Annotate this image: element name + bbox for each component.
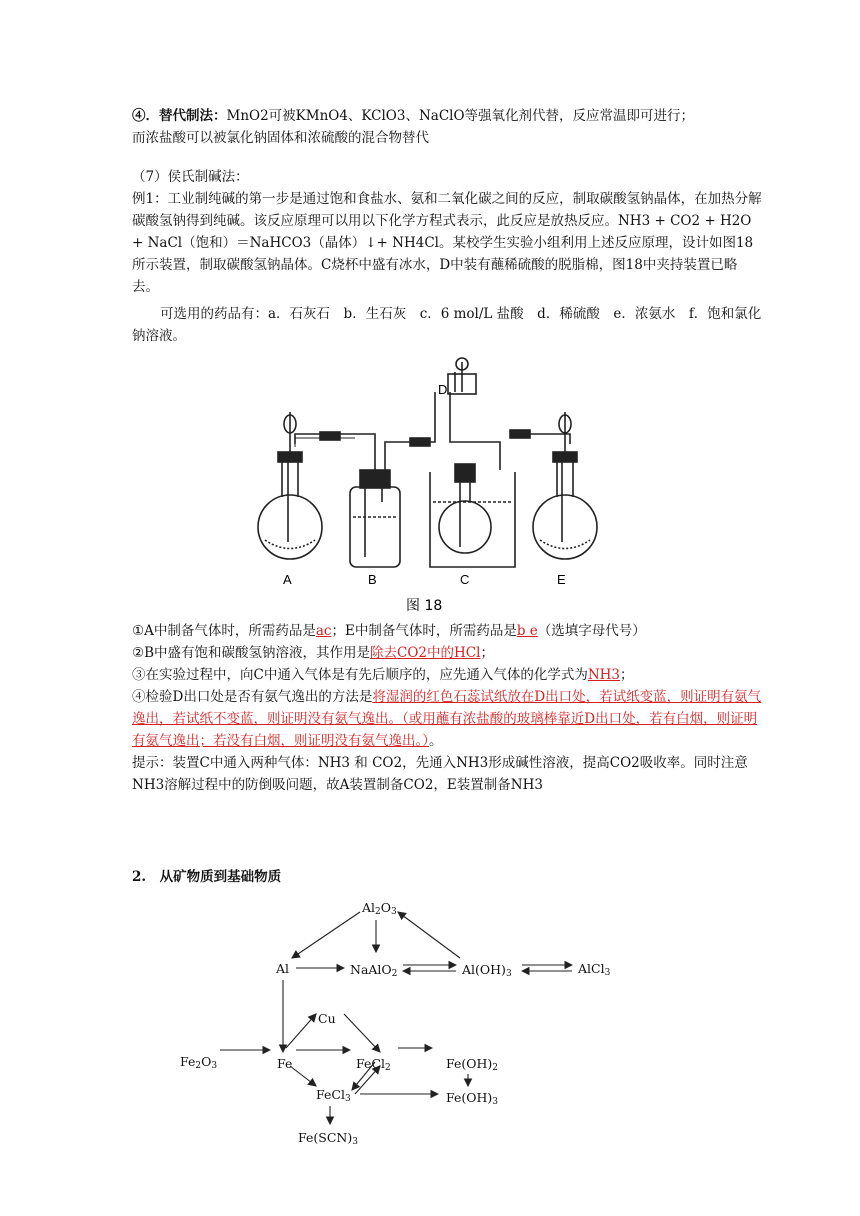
question-3 <box>132 664 762 686</box>
node-cu: Cu <box>318 1011 336 1026</box>
q1-text-b: ；E中制备气体时，所需药品是 <box>331 623 517 639</box>
q4-answer: 将湿润的红色石蕊试纸放在D出口处，若试纸变蓝，则证明有氨气逸出，若试纸不变蓝，则证明没有氨气逸出。（或用蘸有浓盐酸的玻璃棒靠近D出口处，若有白烟，则证明有氨气逸出；若没有白烟，则证明没有氨气逸出。） <box>132 689 762 749</box>
apparatus-figure <box>250 352 610 617</box>
q4-end: 。 <box>429 733 443 749</box>
node-fecl3: FeCl$_3$ <box>316 1087 351 1104</box>
q2-answer: 除去CO2中的HCl <box>370 645 481 661</box>
hou-heading: （7）侯氏制碱法： <box>132 169 249 185</box>
label-c: C <box>460 572 470 587</box>
hou-reagents: 可选用的药品有：a．石灰石 b．生石灰 c．6 mol/L 盐酸 d．稀硫酸 e．浓氨水 f．饱和氯化钠溶液。 <box>132 306 762 344</box>
q1-text-a: ①A中制备气体时，所需药品是 <box>132 623 316 639</box>
label-d: D <box>438 382 448 397</box>
node-al2o3: $Al_2O_3$ <box>362 900 397 917</box>
substitute-line2: 而浓盐酸可以被氯化钠固体和浓硫酸的混合物替代 <box>132 130 429 146</box>
q4-text: ④检验D出口处是否有氨气逸出的方法是 <box>132 689 373 705</box>
section2-title: 2. 从矿物质到基础物质 <box>132 869 282 885</box>
node-naalo2: NaAlO$_2$ <box>350 962 398 979</box>
node-feoh2: $Fe(OH)_2$ <box>446 1056 499 1073</box>
label-b: B <box>368 572 377 587</box>
q2-end: ； <box>480 645 494 661</box>
question-2 <box>132 642 762 664</box>
substitute-line1: MnO2可被KMnO4、KClO3、NaClO等强氧化剂代替，反应常温即可进行； <box>226 108 695 124</box>
question-4 <box>132 686 762 752</box>
substitute-marker: ④．替代制法： <box>132 108 227 124</box>
q1-text-c: （选填字母代号） <box>537 623 646 639</box>
node-fe: Fe <box>277 1056 293 1071</box>
hou-example: 例1：工业制纯碱的第一步是通过饱和食盐水、氨和二氧化碳之间的反应，制取碳酸氢钠晶体，在加热分解碳酸氢钠得到纯碱。该反应原理可以用以下化学方程式表示，此反应是放热反应。NH3 + CO2 + H2O + NaCl（饱和）＝NaHCO3（晶体）↓+ NH4Cl。某校学生实验小组利用上述反应原理，设计如图18所示装置，制取碳酸氢钠晶体。C烧杯中盛有冰水，D中装有蘸稀硫酸的脱脂棉，图18中夹持装置已略去。 <box>132 191 762 295</box>
node-fescn3: $Fe(SCN)_3$ <box>298 1130 358 1147</box>
q1-answer-e: b e <box>516 623 538 639</box>
question-1 <box>132 620 762 642</box>
node-feoh3: $Fe(OH)_3$ <box>446 1090 499 1107</box>
node-alcl3: AlCl$_3$ <box>578 961 611 978</box>
node-fecl2: FeCl$_2$ <box>356 1056 391 1073</box>
q3-end: ； <box>620 667 634 683</box>
node-aloh3: $Al(OH)_3$ <box>462 962 512 979</box>
hint-paragraph: 提示：装置C中通入两种气体：NH3 和 CO2，先通入NH3形成碱性溶液，提高CO2吸收率。同时注意NH3溶解过程中的防倒吸问题，故A装置制备CO2，E装置制备NH3 <box>132 755 748 793</box>
label-a: A <box>283 572 292 587</box>
q1-answer-a: ac <box>315 623 332 639</box>
q2-text: ②B中盛有饱和碳酸氢钠溶液，其作用是 <box>132 645 371 661</box>
q3-text: ③在实验过程中，向C中通入气体是有先后顺序的，应先通入气体的化学式为 <box>132 667 588 683</box>
node-fe2o3: $Fe_2O_3$ <box>180 1054 218 1071</box>
label-e: E <box>557 572 566 587</box>
node-al: Al <box>276 961 290 976</box>
substitute-paragraph <box>132 105 762 149</box>
figure-caption: 图 18 <box>406 598 443 614</box>
q3-answer: NH3 <box>587 667 621 683</box>
